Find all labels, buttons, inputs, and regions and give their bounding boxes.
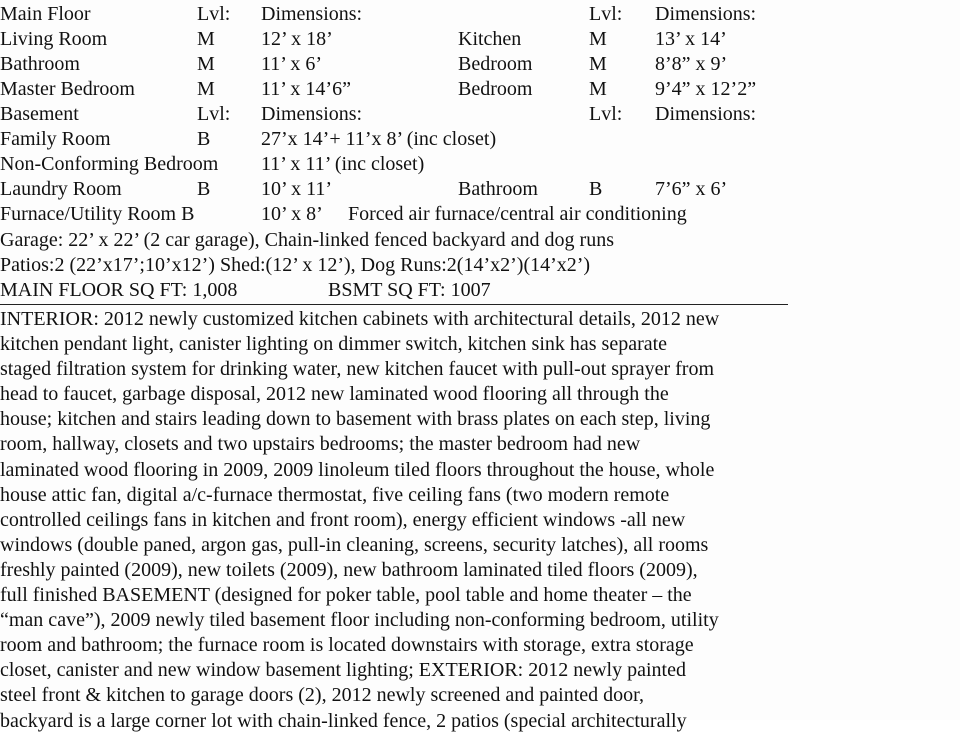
room-dimensions: 11’ x 14’6” xyxy=(261,78,351,100)
dimensions-header-right: Dimensions: xyxy=(655,3,757,25)
dimensions-header: Dimensions: xyxy=(261,103,363,125)
room-level-right: B xyxy=(589,178,603,200)
dimensions-header-right: Dimensions: xyxy=(655,103,757,125)
room-name-right: Kitchen xyxy=(458,28,522,50)
room-name-right: Bathroom xyxy=(458,178,538,200)
interior-line: backyard is a large corner lot with chain-linked fence, 2 patios (special architecturally xyxy=(0,709,687,732)
interior-line: controlled ceilings fans in kitchen and front room), energy efficient windows -all new xyxy=(0,508,686,531)
interior-line: INTERIOR: 2012 newly customized kitchen cabinets with architectural details, 2012 new xyxy=(0,308,720,330)
interior-description xyxy=(0,307,800,734)
room-name: Master Bedroom xyxy=(0,78,135,100)
room-name: Living Room xyxy=(0,28,108,50)
room-name: Furnace/Utility Room B xyxy=(0,203,195,225)
room-dimensions-right: 9’4” x 12’2” xyxy=(655,78,757,100)
room-level: B xyxy=(197,178,211,200)
room-dimensions: 11’ x 11’ (inc closet) xyxy=(261,153,425,175)
room-dimensions: 12’ x 18’ xyxy=(261,28,333,50)
room-dimensions: 11’ x 6’ xyxy=(261,53,323,75)
interior-line: room, hallway, closets and two upstairs bedrooms; the master bedroom had new xyxy=(0,433,641,456)
room-name: Family Room xyxy=(0,128,111,150)
interior-line: kitchen pendant light, canister lighting on dimmer switch, kitchen sink has separate xyxy=(0,333,668,356)
section-divider xyxy=(0,304,788,305)
room-dimensions: 10’ x 11’ xyxy=(261,178,333,200)
interior-line: room and bathroom; the furnace room is located downstairs with storage, extra storage xyxy=(0,634,694,657)
lvl-header: Lvl: xyxy=(197,103,231,125)
interior-line: full finished BASEMENT (designed for poker table, pool table and home theater – the xyxy=(0,584,692,607)
room-dimensions-right: 13’ x 14’ xyxy=(655,28,727,50)
room-level: M xyxy=(197,28,215,50)
room-name: Laundry Room xyxy=(0,178,122,200)
room-dimensions-right: 8’8” x 9’ xyxy=(655,53,728,75)
room-dimensions-right: 7’6” x 6’ xyxy=(655,178,728,200)
interior-line: windows (double paned, argon gas, pull-in cleaning, screens, security latches), all rooms xyxy=(0,533,709,556)
basement-section-label: Basement xyxy=(0,103,79,125)
room-name: Non-Conforming Bedroom xyxy=(0,153,219,175)
room-name: Bathroom xyxy=(0,53,80,75)
interior-line: laminated wood flooring in 2009, 2009 linoleum tiled floors throughout the house, whole xyxy=(0,458,715,481)
dimensions-header: Dimensions: xyxy=(261,3,363,25)
room-note: Forced air furnace/central air conditioning xyxy=(348,203,687,225)
room-name-right: Bedroom xyxy=(458,78,533,100)
garage-text: Garage: 22’ x 22’ (2 car garage), Chain-linked fenced backyard and dog runs xyxy=(0,229,614,251)
interior-line: closet, canister and new window basement lighting; EXTERIOR: 2012 newly painted xyxy=(0,659,686,682)
lvl-header: Lvl: xyxy=(197,3,231,25)
interior-line: freshly painted (2009), new toilets (2009), new bathroom laminated tiled floors (2009), xyxy=(0,558,698,581)
room-level: M xyxy=(197,53,215,75)
basement-sqft: BSMT SQ FT: 1007 xyxy=(328,279,491,301)
interior-line: house; kitchen and stairs leading down to basement with brass plates on each step, living xyxy=(0,408,711,431)
room-level-right: M xyxy=(589,78,607,100)
main-floor-section-label: Main Floor xyxy=(0,3,91,25)
interior-line: staged filtration system for drinking water, new kitchen faucet with pull-out sprayer from xyxy=(0,358,714,381)
room-level-right: M xyxy=(589,28,607,50)
interior-line: steel front & kitchen to garage doors (2), 2012 newly screened and painted door, xyxy=(0,684,644,707)
patios-text: Patios:2 (22’x17’;10’x12’) Shed:(12’ x 12’), Dog Runs:2(14’x2’)(14’x2’) xyxy=(0,254,591,276)
interior-line: “man cave”), 2009 newly tiled basement floor including non-conforming bedroom, utility xyxy=(0,609,719,632)
room-dimensions: 27’x 14’+ 11’x 8’ (inc closet) xyxy=(261,128,497,150)
lvl-header-right: Lvl: xyxy=(589,103,623,125)
main-floor-sqft: MAIN FLOOR SQ FT: 1,008 xyxy=(0,279,238,301)
room-level-right: M xyxy=(589,53,607,75)
interior-line: house attic fan, digital a/c-furnace thermostat, five ceiling fans (two modern remote xyxy=(0,483,670,506)
room-dimensions: 10’ x 8’ xyxy=(261,203,323,225)
interior-line: head to faucet, garbage disposal, 2012 new laminated wood flooring all through the xyxy=(0,383,669,406)
room-name-right: Bedroom xyxy=(458,53,533,75)
room-level: B xyxy=(197,128,211,150)
lvl-header-right: Lvl: xyxy=(589,3,623,25)
room-level: M xyxy=(197,78,215,100)
